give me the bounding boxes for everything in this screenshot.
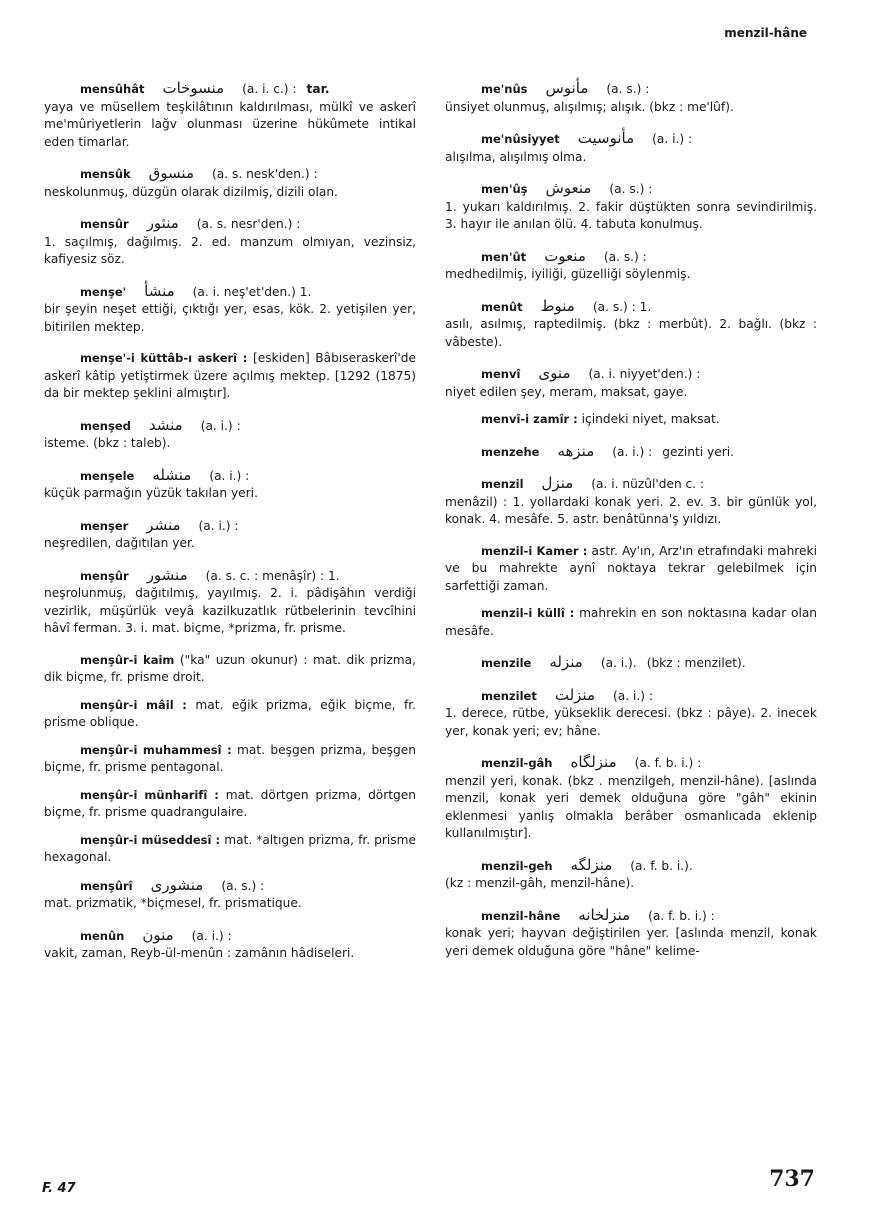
entry-menzilgah	[445, 754, 817, 843]
arabic-script: منون	[142, 925, 174, 944]
headword: men'ût	[481, 249, 527, 264]
headword: menzil-geh	[481, 858, 553, 873]
entry-mensuk	[44, 165, 416, 201]
arabic-script: منزهه	[557, 441, 595, 460]
definition: mat. beşgen prizma, beşgen biçme, fr. prisme pentagonal.	[44, 742, 416, 774]
definition: menzil yeri, konak. (bkz . menzilgeh, menzil-hâne). [aslında menzil, konak yeri demek olduğuna göre "gâh" ekinin eklenmesi yanlış olmakla berâber osmanlıcada eklenip kullanılmıştır].	[445, 773, 817, 840]
headword: menşed	[80, 418, 131, 433]
headword: menzil	[481, 477, 524, 491]
definition: astr. Ay'ın, Arz'ın etrafındaki mahreki ve bu mahrekte aynî noktaya tekrar gelebilmek için sarfettiği zaman.	[445, 543, 817, 593]
headword: menşele	[80, 468, 135, 483]
headword: menzilet	[481, 688, 537, 703]
arabic-script: منشد	[148, 415, 183, 434]
entry-menvi	[445, 365, 817, 401]
arabic-script: منزلگه	[570, 855, 613, 874]
headword: menzil-hâne	[481, 908, 561, 923]
grammar-info: (a. s.) :	[221, 878, 265, 893]
entry-mensuri	[44, 877, 416, 913]
arabic-script: منزلت	[554, 685, 595, 704]
entry-mensele	[44, 467, 416, 503]
definition: konak yeri; hayvan değiştirilen yer. [aslında menzil, konak yeri demek olduğuna göre "hâne" kelime-	[445, 926, 817, 958]
grammar-info: (a. i.) :	[200, 418, 241, 433]
grammar-info: (a. s. nesr'den.) :	[196, 217, 301, 231]
definition: 1. saçılmış, dağılmış. 2. ed. manzum olmıyan, vezinsiz, kafiyesiz söz.	[44, 234, 416, 266]
entry-menser	[44, 517, 416, 553]
grammar-info: (a. i. neş'et'den.) 1.	[192, 284, 312, 299]
grammar-info: (a. s. c. : menâşîr) : 1.	[205, 568, 340, 583]
entry-mensur-kaim	[44, 652, 416, 687]
entry-menzilgeh	[445, 857, 817, 893]
arabic-script: منوی	[538, 364, 571, 382]
headword: menzil-gâh	[481, 756, 553, 770]
grammar-info: (a. i. niyyet'den.) :	[588, 367, 701, 381]
entry-menzil	[445, 475, 817, 529]
grammar-info: (a. s.) :	[609, 182, 653, 196]
definition: [eskiden] Bâbıseraskerî'de askerî kâtip yetiştirmek üzere açılmış mektep. [1292 (1875) da bir mektep şeklini almıştır].	[44, 351, 416, 400]
headword: menşûr-i kaim	[80, 652, 175, 667]
headword: menşûrî	[80, 878, 133, 893]
headword: menût	[481, 299, 523, 314]
headword: mensûr	[80, 217, 129, 231]
definition: asılı, asılmış, raptedilmiş. (bkz : merbût). 2. bağlı. (bkz : vâbeste).	[445, 317, 817, 349]
definition: mat. prizmatik, *biçmesel, fr. prismatique.	[44, 896, 302, 910]
entry-menusiyyet	[445, 130, 817, 166]
headword: menzil-i küllî :	[481, 606, 575, 620]
definition: medhedilmiş, iyiliği, güzelliği söylenmiş.	[445, 267, 691, 281]
entry-menun	[44, 927, 416, 963]
entry-menzili-kamer	[445, 543, 817, 596]
entry-menzilhane	[445, 907, 817, 961]
definition: küçük parmağın yüzük takılan yeri.	[44, 486, 258, 500]
grammar-info: (a. i.) :	[652, 132, 693, 146]
definition: içindeki niyet, maksat.	[581, 412, 720, 426]
arabic-script: منشأ	[144, 281, 175, 300]
arabic-script: منزلگاه	[570, 753, 617, 771]
entry-mensea	[44, 283, 416, 337]
definition: niyet edilen şey, meram, maksat, gaye.	[445, 384, 688, 399]
headword: menşûr-i mâil :	[80, 697, 187, 712]
headword: menvî	[481, 367, 521, 381]
left-column	[44, 80, 416, 977]
entry-menzili-kulli	[445, 605, 817, 640]
grammar-info: (a. i.).	[600, 656, 637, 670]
entry-mensuhat	[44, 80, 416, 151]
headword: menşûr-i münharifî :	[80, 787, 219, 802]
definition: (kz : menzil-gâh, menzil-hâne).	[445, 876, 635, 890]
arabic-script: منشر	[146, 515, 181, 534]
arabic-script: منسوخات	[162, 79, 225, 97]
headword: menzil-i Kamer :	[481, 543, 588, 558]
arabic-script: منزله	[549, 653, 583, 671]
headword: me'nûsiyyet	[481, 132, 560, 146]
grammar-info: (a. i.) :	[612, 688, 653, 703]
headword: menzehe	[481, 444, 540, 459]
entry-menut2	[445, 298, 817, 352]
grammar-info: (a. s.) : 1.	[592, 299, 652, 314]
arabic-script: مأنوس	[545, 79, 589, 97]
entry-mensur-museddesi	[44, 832, 416, 867]
headword: menşûr	[80, 568, 129, 583]
grammar-info: (a. s.) :	[603, 249, 647, 264]
definition: yaya ve müsellem teşkilâtının kaldırılması, mülkî ve askerî me'mûriyetlerin lağv olunması üzerine hükûmete intikal eden timarlar.	[44, 99, 416, 149]
grammar-info: (a. f. b. i.) :	[648, 908, 715, 923]
definition: mahrekin en son noktasına kadar olan mesâfe.	[445, 606, 818, 638]
entry-mensur-muhammes	[44, 742, 416, 777]
grammar-info: (a. i.) :	[612, 444, 653, 459]
arabic-script: منزلخانه	[578, 905, 631, 924]
grammar-info: (a. i.) :	[198, 518, 239, 533]
entry-mensur-mail	[44, 697, 416, 732]
definition: neşrolunmuş, dağıtılmış, yayılmış. 2. i. pâdişâhın verdiği vezirlik, müşürlük veyâ kazilkuzatlık rütbelerinin tevcîhini hâvî ferman. 3. i. mat. biçme, *prizma, fr. prisme.	[44, 586, 416, 635]
definition: bir şeyin neşet ettiği, çıktığı yer, esas, kök. 2. yetişilen yer, bitirilen mektep.	[44, 302, 416, 334]
definition: neşredilen, dağıtılan yer.	[44, 536, 195, 550]
grammar-info: (a. f. b. i.).	[630, 858, 693, 873]
arabic-script: منثور	[146, 214, 179, 232]
headword: menşe'-i küttâb-ı askerî :	[80, 351, 248, 365]
running-head: menzil-hâne	[724, 26, 807, 40]
entry-mensei-kuttab	[44, 350, 416, 403]
headword: men'ûş	[481, 182, 528, 196]
definition: mat. dörtgen prizma, dörtgen biçme, fr. prisme quadrangulaire.	[44, 787, 417, 819]
headword: menzile	[481, 656, 532, 670]
signature-mark: F. 47	[42, 1181, 76, 1196]
right-column	[445, 80, 817, 974]
headword: menşûr-i muhammesî :	[80, 742, 232, 757]
headword: mensûk	[80, 167, 131, 181]
definition: isteme. (bkz : taleb).	[44, 436, 171, 450]
grammar-info: (a. i.) :	[209, 468, 250, 483]
domain-label: tar.	[306, 82, 330, 96]
grammar-info: (a. i. nüzûl'den c. :	[591, 477, 705, 491]
headword: menvî-i zamîr :	[481, 412, 578, 426]
definition: vakit, zaman, Reyb-ül-menûn : zamânın hâdiseleri.	[44, 946, 355, 960]
entry-mensur	[44, 215, 416, 269]
grammar-info: (a. s.) :	[606, 82, 650, 96]
arabic-script: منشله	[152, 465, 192, 484]
definition: 1. yukarı kaldırılmış. 2. fakir düştükten sonra sevindirilmiş. 3. hayır ile anılan ölü. 4. tabuta konulmuş.	[445, 199, 817, 231]
headword: menşe'	[80, 284, 127, 299]
arabic-script: منشور	[146, 565, 188, 584]
arabic-script: منزل	[541, 474, 574, 492]
definition: mat. eğik prizma, eğik biçme, fr. prisme oblique.	[44, 697, 417, 729]
definition: mat. *altıgen prizma, fr. prisme hexagonal.	[44, 832, 417, 864]
entry-menut	[445, 248, 817, 284]
entry-menvii-zamir	[445, 411, 817, 429]
definition: alışılma, alışılmış olma.	[445, 149, 587, 164]
grammar-info: (a. i. c.) :	[242, 82, 297, 96]
definition: gezinti yeri.	[662, 444, 734, 459]
definition: menâzil) : 1. yollardaki konak yeri. 2. ev. 3. bir günlük yol, konak. 4. mesâfe. 5. astr. benâtünna'ş yıldızı.	[445, 494, 817, 526]
headword: menşûr-i müseddesî :	[80, 832, 221, 847]
headword: me'nûs	[481, 82, 528, 96]
grammar-info: (a. f. b. i.) :	[634, 756, 702, 770]
definition: ünsiyet olunmuş, alışılmış; alışık. (bkz : me'lûf).	[445, 99, 734, 114]
headword: menûn	[80, 928, 125, 943]
arabic-script: منعوت	[544, 246, 586, 265]
arabic-script: مأنوسيت	[577, 129, 635, 147]
arabic-script: منعوش	[545, 179, 592, 197]
headword: mensûhât	[80, 82, 145, 96]
headword: menşer	[80, 518, 129, 533]
entry-menzilet	[445, 687, 817, 741]
page-number: 737	[769, 1166, 815, 1192]
grammar-info: (a. i.) :	[191, 928, 232, 943]
entry-menzehe	[445, 443, 817, 462]
arabic-script: منسوق	[148, 164, 194, 182]
definition: 1. derece, rütbe, yükseklik derecesi. (bkz : pâye). 2. inecek yer, konak yeri; ev; hâne.	[445, 706, 817, 738]
definition: neskolunmuş, düzgün olarak dizilmiş, dizili olan.	[44, 184, 338, 199]
entry-menus2	[445, 180, 817, 234]
arabic-script: منشوری	[150, 875, 204, 894]
definition: ("ka" uzun okunur) : mat. dik prizma, dik biçme, fr. prisme droit.	[44, 652, 416, 684]
entry-menus	[445, 80, 817, 116]
arabic-script: منوط	[540, 296, 575, 315]
entry-menzile	[445, 654, 817, 673]
entry-mensed	[44, 417, 416, 453]
grammar-info: (a. s. nesk'den.) :	[212, 167, 318, 181]
entry-mensur2	[44, 567, 416, 638]
definition: (bkz : menzilet).	[646, 656, 746, 670]
entry-mensur-munharifi	[44, 787, 416, 822]
